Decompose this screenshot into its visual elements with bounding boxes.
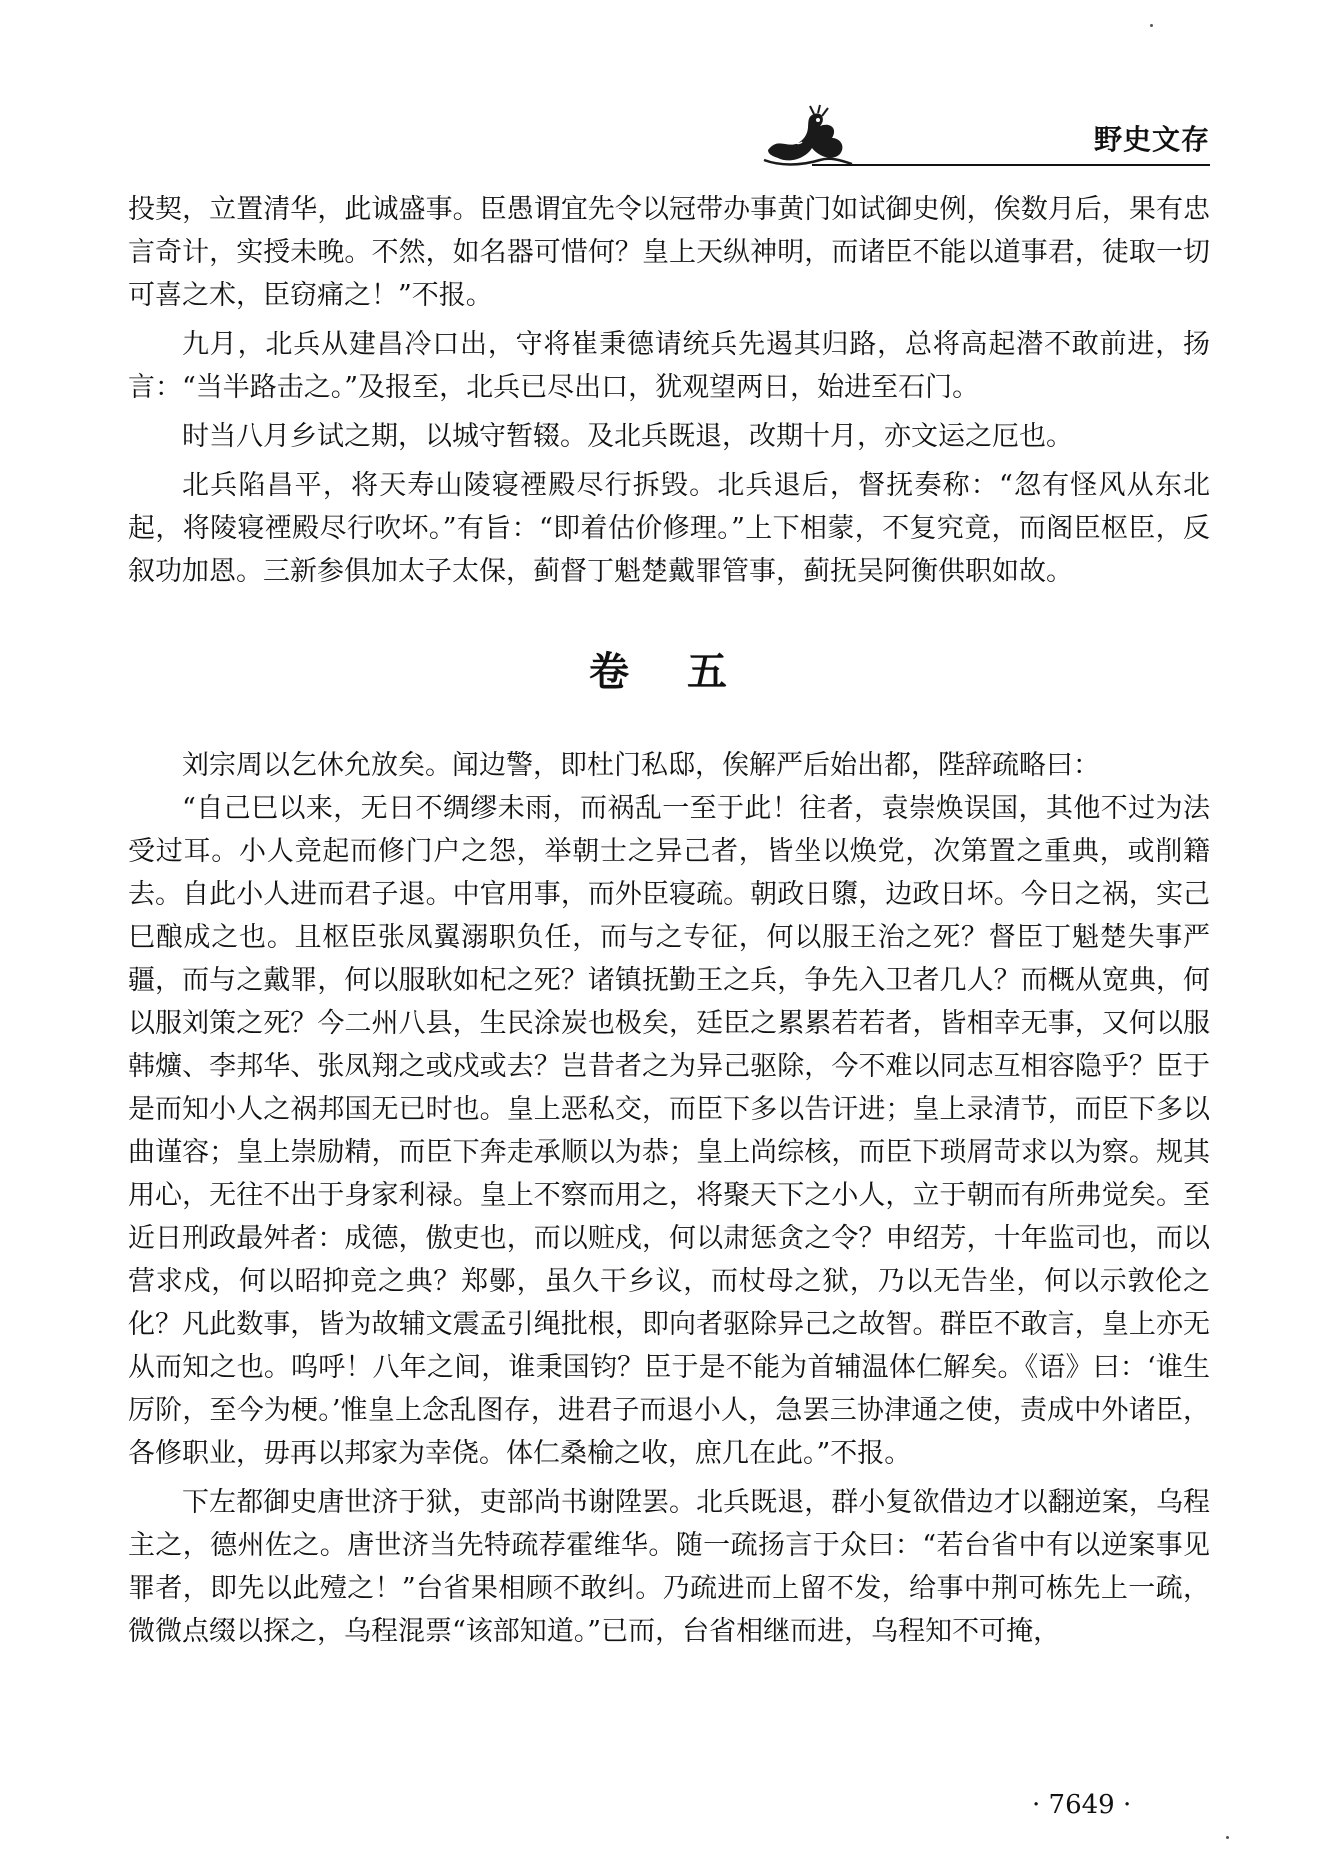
paragraph: 刘宗周以乞休允放矣。闻边警，即杜门私邸，俟解严后始出都，陛辞疏略曰： [182, 750, 1100, 781]
scan-speck [1150, 24, 1153, 27]
paragraph: 投契，立置清华，此诚盛事。臣愚谓宜先令以冠带办事黄门如试御史例，俟数月后，果有忠言奇计，实授未晚。不然，如名器可惜何？皇上天纵神明，而诸臣不能以道事君，徒取一切可喜之术，臣窃痛之！”不报。 [128, 194, 1210, 311]
paragraph: 时当八月乡试之期，以城守暂辍。及北兵既退，改期十月，亦文运之厄也。 [182, 421, 1073, 452]
header-rule [812, 164, 1210, 166]
paragraph: “自己巳以来，无日不绸缪未雨，而祸乱一至于此！往者，袁崇焕误国，其他不过为法受过耳。小人竞起而修门户之怨，举朝士之异己者，皆坐以焕党，次第置之重典，或削籍去。自此小人进而君子退。中官用事，而外臣寝疏。朝政日隳，边政日坏。今日之祸，实己巳酿成之也。且枢臣张凤翼溺职负任，而与之专征，何以服王治之死？督臣丁魁楚失事严疆，而与之戴罪，何以服耿如杞之死？诸镇抚勤王之兵，争先入卫者几人？而概从宽典，何以服刘策之死？今二州八县，生民涂炭也极矣，廷臣之累累若若者，皆相幸无事，又何以服韩爌、李邦华、张凤翔之或戍或去？岂昔者之为异己驱除，今不难以同志互相容隐乎？臣于是而知小人之祸邦国无已时也。皇上恶私交，而臣下多以告讦进；皇上录清节，而臣下多以曲谨容；皇上崇励精，而臣下奔走承顺以为恭；皇上尚综核，而臣下琐屑苛求以为察。规其用心，无往不出于身家利禄。皇上不察而用之，将聚天下之小人，立于朝而有所弗觉矣。至近日刑政最舛者：成德，傲吏也，而以赃戍，何以肃惩贪之令？申绍芳，十年监司也，而以营求戍，何以昭抑竞之典？郑鄤，虽久干乡议，而杖母之狱，乃以无告坐，何以示敦伦之化？凡此数事，皆为故辅文震孟引绳批根，即向者驱除异己之故智。群臣不敢言，皇上亦无从而知之也。呜呼！八年之间，谁秉国钧？臣于是不能为首辅温体仁解矣。《语》曰：‘谁生厉阶，至今为梗。’惟皇上念乱图存，进君子而退小人，急罢三协津通之使，责成中外诸臣，各修职业，毋再以邦家为幸侥。体仁桑榆之收，庶几在此。”不报。 [128, 793, 1210, 1469]
scan-speck [1226, 1836, 1229, 1839]
paragraph: 下左都御史唐世济于狱，吏部尚书谢陞罢。北兵既退，群小复欲借边才以翻逆案，乌程主之，德州佐之。唐世济当先特疏荐霍维华。随一疏扬言于众曰：“若台省中有以逆案事见罪者，即先以此殪之！”台省果相顾不敢纠。乃疏进而上留不发，给事中荆可栋先上一疏，微微点缀以探之，乌程混票“该部知道。”已而，台省相继而进，乌程知不可掩， [128, 1487, 1210, 1647]
dragon-emblem-icon [760, 104, 856, 168]
chapter-title: 卷 五 [589, 649, 749, 695]
page-body [128, 188, 1210, 1653]
paragraph: 北兵陷昌平，将天寿山陵寝禋殿尽行拆毁。北兵退后，督抚奏称：“忽有怪风从东北起，将陵寝禋殿尽行吹坏。”有旨：“即着估价修理。”上下相蒙，不复究竟，而阁臣枢臣，反叙功加恩。三新参俱加太子太保，蓟督丁魁楚戴罪管事，蓟抚吴阿衡供职如故。 [128, 470, 1210, 587]
page-number: · 7649 · [1032, 1790, 1132, 1820]
running-header-title: 野史文存 [1093, 123, 1210, 156]
paragraph: 九月，北兵从建昌冷口出，守将崔秉德请统兵先遏其归路，总将高起潜不敢前进，扬言：“当半路击之。”及报至，北兵已尽出口，犹观望两日，始进至石门。 [128, 329, 1210, 403]
running-header [760, 100, 1210, 170]
